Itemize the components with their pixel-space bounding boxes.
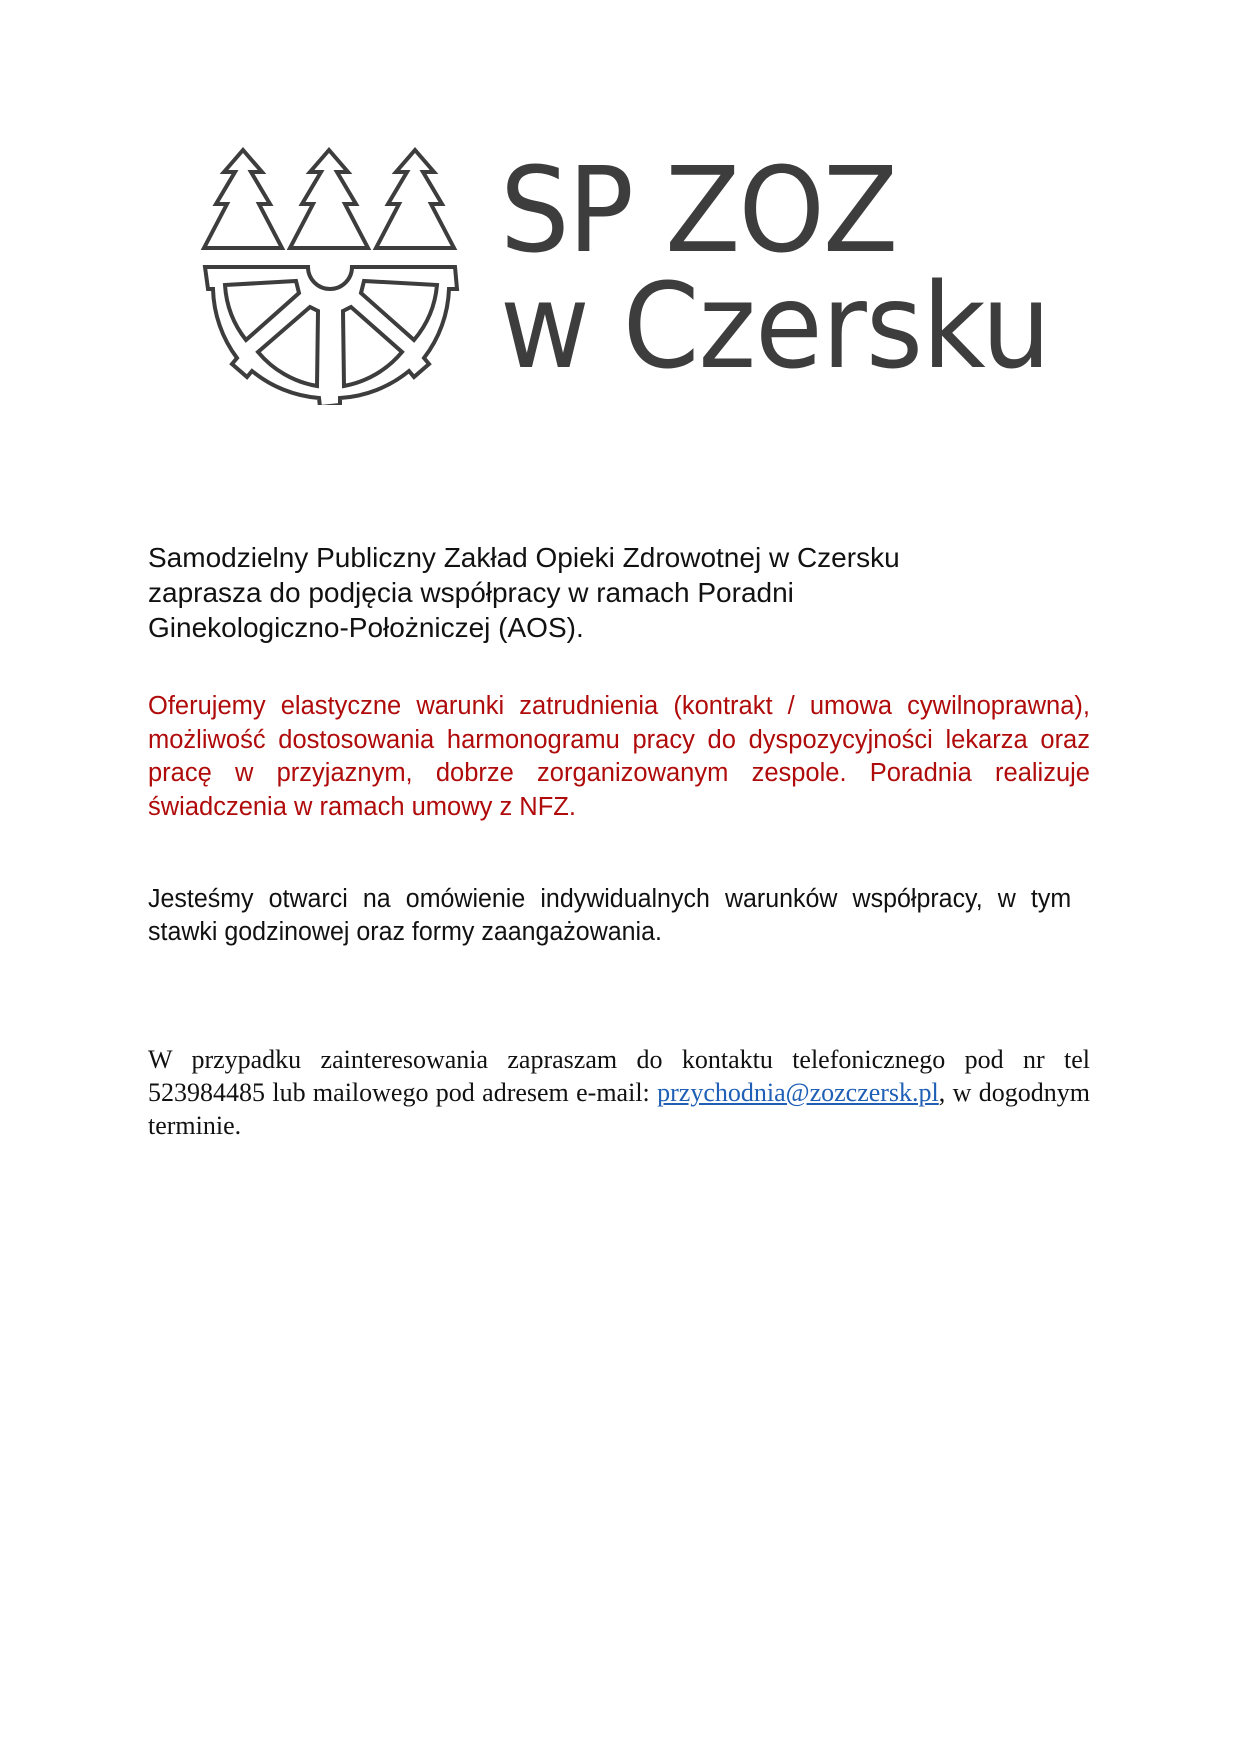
trees-and-wheel-emblem-icon (200, 145, 460, 405)
offer-paragraph (148, 690, 1090, 824)
logo-title: SP ZOZ (500, 141, 897, 279)
intro-line-2: zaprasza do podjęcia współpracy w ramach Poradni (148, 577, 794, 608)
logo (200, 141, 1060, 405)
intro-line-3: Ginekologiczno-Położniczej (AOS). (148, 612, 584, 643)
intro-line-1: Samodzielny Publiczny Zakład Opieki Zdrowotnej w Czersku (148, 542, 900, 573)
contact-text-after: , w dogodnym terminie. (148, 1078, 1090, 1140)
contact-text (148, 1043, 1090, 1142)
contact-paragraph (148, 1043, 1090, 1142)
negotiation-text: Jesteśmy otwarci na omówienie indywidualnych warunków współpracy, w tym stawki godzinowej oraz formy zaangażowania. (148, 885, 1072, 946)
offer-text: Oferujemy elastyczne warunki zatrudnienia (kontrakt / umowa cywilnoprawna), możliwość dostosowania harmonogramu pracy do dyspozycyjności lekarza oraz pracę w przyjaznym, dobrze zorganizowanym zespole. Poradnia realizuje świadczenia w ramach umowy z NFZ. (148, 692, 1090, 821)
email-link[interactable]: przychodnia@zozczersk.pl (657, 1078, 939, 1107)
negotiation-paragraph (148, 883, 1071, 949)
logo-subtitle: w Czersku (500, 257, 1051, 395)
intro-paragraph (148, 540, 1090, 645)
contact-text-before: W przypadku zainteresowania zapraszam do kontaktu telefonicznego pod nr tel 523984485 lub mailowego pod adresem e-mail: (148, 1045, 1090, 1107)
